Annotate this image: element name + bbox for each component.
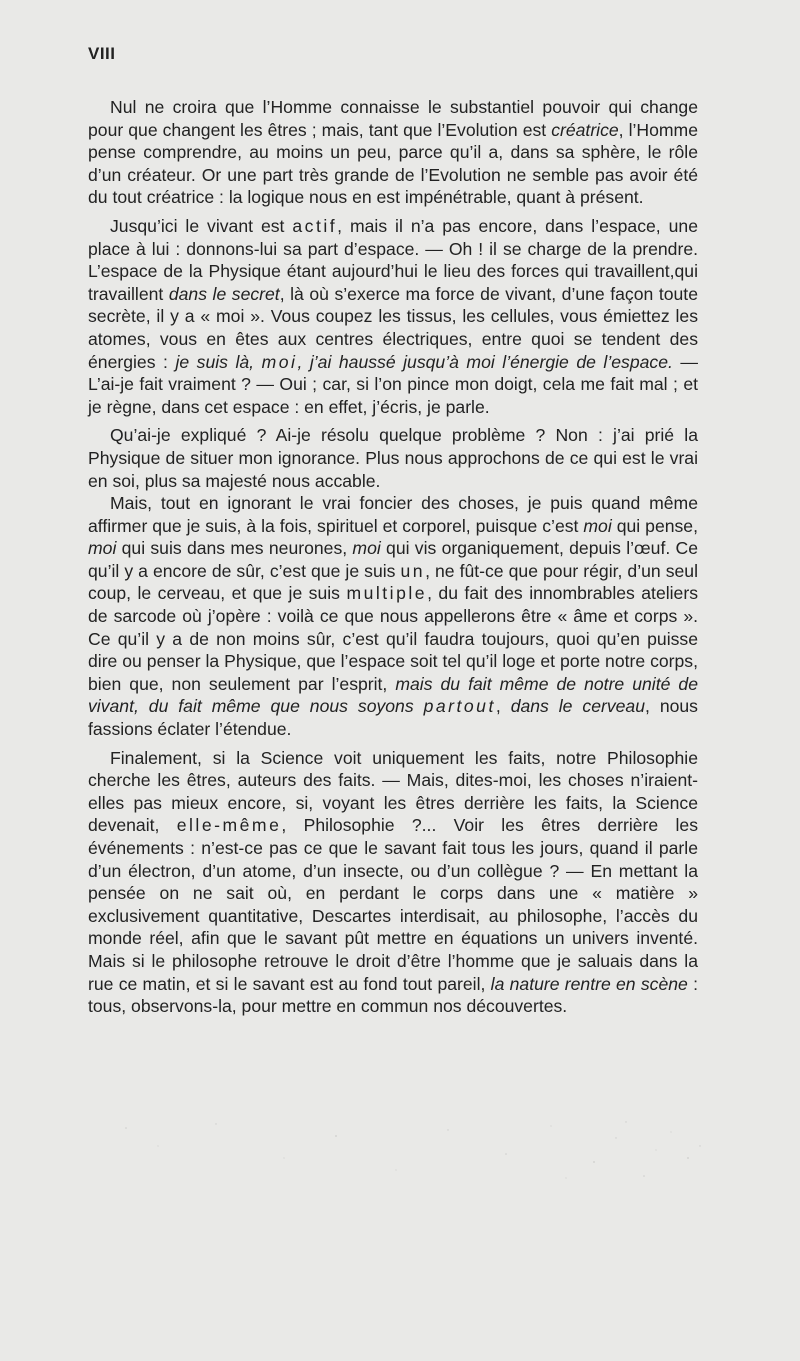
text-segment: un xyxy=(400,560,426,581)
page-number: VIII xyxy=(88,44,116,63)
text-segment: , mais il n’a pas encore, dans l’espace, une place à lui : donnons-lui sa part d’espace. — Oh ! il se charge de la prendre. L’espace de la Physique étant aujourd’hui le lieu des forces qui travaillent,qui travaillent xyxy=(88,215,698,304)
text-segment: qui vis organiquement, depuis l’œuf. Ce qu’il y a encore de sûr, c’est que je suis xyxy=(88,538,698,581)
text-segment: qui pense, xyxy=(611,515,698,536)
paragraph-4 xyxy=(88,492,698,741)
text-segment: , l’Homme pense comprendre, au moins un peu, parce qu’il a, dans sa sphère, le rôle d’un créateur. Or une part très grande de l’Evolution ne semble pas avoir été du tout créatrice : la logique nous en est impénétrable, quant à présent. xyxy=(88,119,698,208)
text-segment: partout xyxy=(423,696,496,717)
text-segment: la nature rentre en scène xyxy=(490,973,688,994)
text-segment: dans le cerveau xyxy=(510,696,645,717)
text-segment: — L’ai-je fait vraiment ? — Oui ; car, si l’on pince mon doigt, cela me fait mal ; et je règne, dans cet espace : en effet, j’écris, je parle. xyxy=(88,351,698,417)
body-text xyxy=(88,96,698,1024)
text-segment: Jusqu’ici le vivant est xyxy=(110,215,293,236)
text-segment: , xyxy=(495,696,511,717)
text-segment: , ne fût-ce que pour régir, d’un seul coup, le cerveau, et que je suis xyxy=(88,560,698,604)
text-segment: créatrice xyxy=(551,119,619,140)
paragraph-1 xyxy=(88,96,698,209)
text-segment: moi xyxy=(261,351,298,372)
text-segment: , là où s’exerce ma force de vivant, d’une façon toute secrète, il y a « moi ». Vous coupez les tissus, les cellules, vous émiettez les atomes, vous en êtes aux centres électriques, entre quoi se tendent des énergies : xyxy=(88,283,698,372)
text-segment: , Philosophie ?... Voir les êtres derrière les événements : n’est-ce pas ce que le savant fait tous les jours, quand il parle d’un électron, d’un atome, d’un insecte, ou d’un collègue ? — En mettant la pensée on ne sait où, en perdant le corps dans une « matière » exclusivement quantitative, Descartes interdisait, au philosophe, l’accès du monde réel, afin que le savant pût mettre en équations un univers inventé. Mais si le philosophe retrouve le droit d’être l’homme que je saluais dans la rue ce matin, et si le savant est au fond tout pareil, xyxy=(88,815,698,994)
text-segment: , du fait des innombrables ateliers de sarcode où j’opère : voilà ce que nous appellerons être « âme et corps ». Ce qu’il y a de non moins sûr, c’est qu’il faudra toujours, quoi qu’en puisse dire ou penser la Physique, que l’espace soit tel qu’il loge et porte notre corps, bien que, non seulement par l’esprit, xyxy=(88,583,698,694)
text-segment: qui suis dans mes neurones, xyxy=(116,538,353,559)
text-segment: moi xyxy=(583,515,612,536)
text-segment: dans le secret xyxy=(168,283,280,304)
text-segment: Mais, tout en ignorant le vrai foncier des choses, je puis quand même affirmer que je suis, à la fois, spirituel et corporel, puisque c’est xyxy=(88,493,698,536)
paragraph-2 xyxy=(88,215,698,418)
text-segment: actif xyxy=(292,215,338,236)
text-segment: : tous, observons-la, pour mettre en commun nos découvertes. xyxy=(88,973,698,1017)
text-segment: multiple xyxy=(346,583,428,604)
text-segment: je suis là, xyxy=(175,351,262,372)
text-segment: moi xyxy=(352,538,381,559)
text-segment: Nul ne croira que l’Homme connaisse le substantiel pouvoir qui change pour que changent les êtres ; mais, tant que l’Evolution est xyxy=(88,97,698,140)
text-segment: elle-même xyxy=(176,815,282,836)
text-segment: moi xyxy=(88,538,117,559)
paragraph-3 xyxy=(88,424,698,492)
paper-speckle xyxy=(96,1118,706,1188)
text-segment: Qu’ai-je expliqué ? Ai-je résolu quelque problème ? Non : j’ai prié la Physique de situer mon ignorance. Plus nous approchons de ce qui est le vrai en soi, plus sa majesté nous accable. xyxy=(88,425,698,491)
text-segment: mais du fait même de notre unité de vivant, du fait même que nous soyons xyxy=(88,673,698,717)
text-segment: Finalement, si la Science voit uniquement les faits, notre Philosophie cherche les êtres, auteurs des faits. — Mais, dites-moi, les choses n’iraient-elles pas mieux encore, si, voyant les êtres derrière les faits, la Science devenait, xyxy=(88,747,698,836)
text-segment: , nous fassions éclater l’étendue. xyxy=(88,696,698,740)
text-segment: , j’ai haussé jusqu’à moi l’énergie de l’espace. xyxy=(297,351,673,372)
paragraph-5 xyxy=(88,747,698,1018)
